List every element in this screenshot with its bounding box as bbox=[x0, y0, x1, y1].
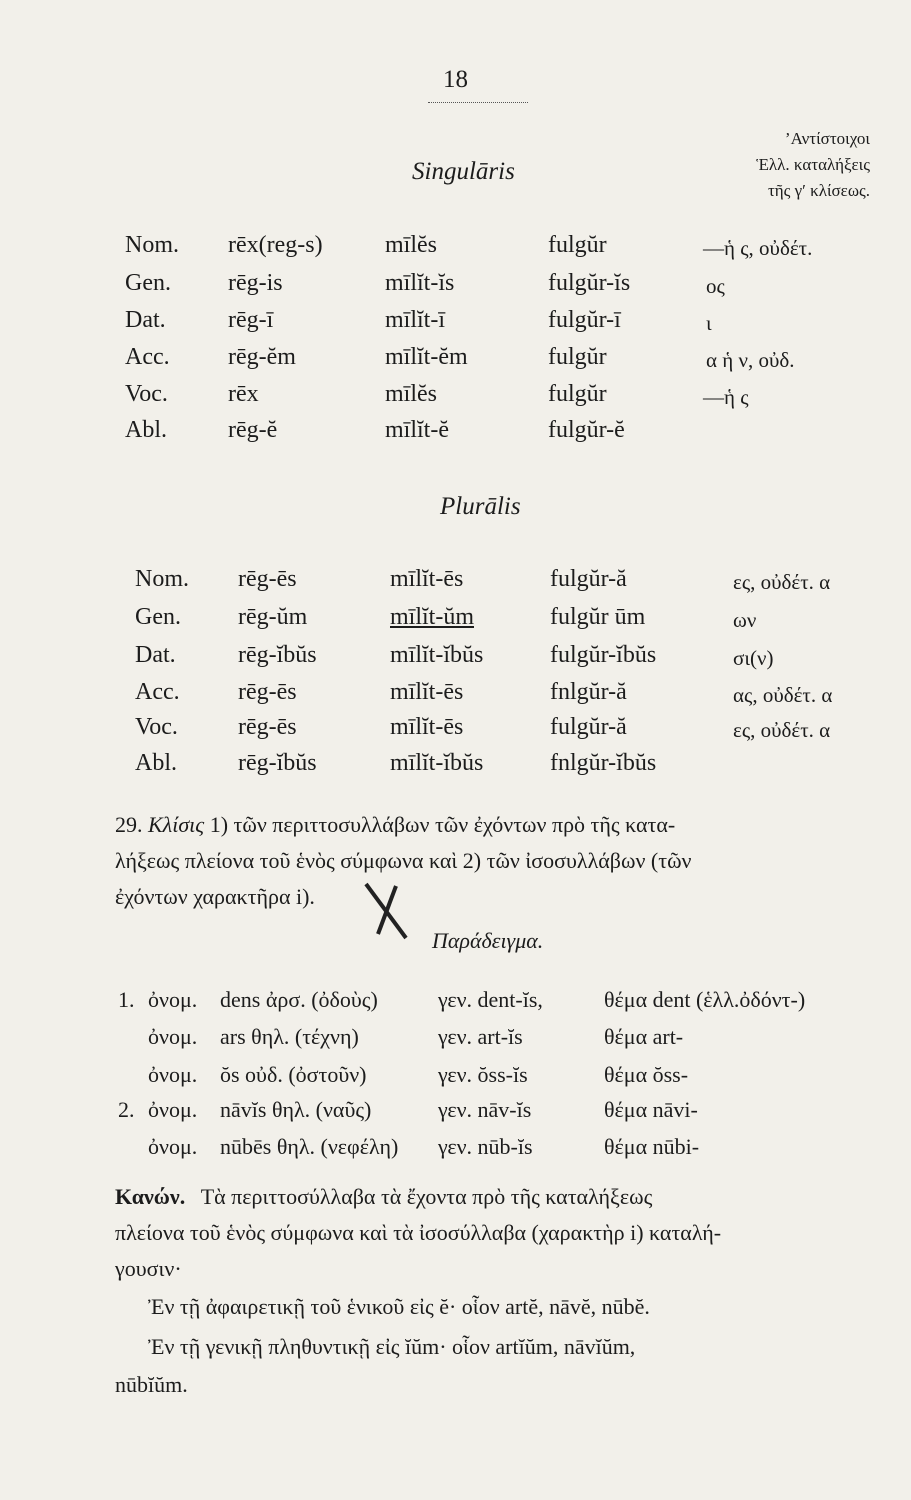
example-word: nāvĭs θηλ. (ναῦς) bbox=[220, 1097, 372, 1122]
fulgur-form: fulgŭr-ĕ bbox=[548, 417, 625, 443]
miles-form: mīlĭt-ēs bbox=[390, 566, 464, 592]
fulgur-form: fulgŭr bbox=[548, 344, 607, 370]
greek-ending: —ἡ ς, οὐδέτ. bbox=[703, 236, 813, 260]
fulgur-form: fulgŭr-ĭbŭs bbox=[550, 642, 657, 668]
fulgur-form: fulgŭr-ĭs bbox=[548, 270, 631, 296]
case-label: Gen. bbox=[135, 604, 181, 630]
example-stem: θέμα dent (ἑλλ.ὀδόντ-) bbox=[604, 987, 806, 1012]
example-word: nūbēs θηλ. (νεφέλη) bbox=[220, 1134, 399, 1159]
rex-form: rēg-ĭbŭs bbox=[238, 642, 317, 668]
page-number-rule bbox=[428, 102, 528, 103]
rule-line-3: γουσιν· bbox=[115, 1256, 182, 1281]
side-header-line-3: τῆς γ′ κλίσεως. bbox=[767, 181, 870, 200]
miles-form: mīlĕs bbox=[385, 232, 437, 258]
example-label: ὀνομ. bbox=[148, 1134, 198, 1159]
section-29-line-1-text: 1) τῶν περιττοσυλλάβων τῶν ἐχόντων πρὸ τῆς κατα- bbox=[209, 812, 676, 837]
case-label: Nom. bbox=[135, 566, 189, 592]
case-label: Dat. bbox=[125, 307, 166, 333]
singular-heading: Singulāris bbox=[412, 158, 515, 185]
greek-ending: ες, οὐδέτ. α bbox=[733, 718, 831, 742]
example-stem: θέμα nūbi- bbox=[604, 1134, 700, 1159]
example-stem: θέμα ŏss- bbox=[604, 1062, 689, 1087]
plural-heading: Plurālis bbox=[440, 493, 521, 520]
rex-form: rēx(reg-s) bbox=[228, 232, 323, 258]
side-header-line-1: ’Αντίστοιχοι bbox=[784, 129, 870, 148]
miles-form: mīlĭt-ŭm bbox=[390, 604, 474, 630]
section-29-line-2: λήξεως πλείονα τοῦ ἑνὸς σύμφωνα καὶ 2) τῶν ἰσοσυλλάβων (τῶν bbox=[115, 848, 692, 873]
fulgur-form: fulgŭr bbox=[548, 232, 607, 258]
section-number: 29. bbox=[115, 812, 143, 837]
rex-form: rēg-ĕm bbox=[228, 344, 296, 370]
example-genitive: γεν. nāv-ĭs bbox=[438, 1097, 532, 1122]
rex-form: rēg-ēs bbox=[238, 566, 297, 592]
case-label: Nom. bbox=[125, 232, 179, 258]
miles-form: mīlĭt-ēs bbox=[390, 679, 464, 705]
miles-form: mīlĭt-ī bbox=[385, 307, 445, 333]
rex-form: rēx bbox=[228, 381, 259, 407]
miles-form: mīlĭt-ĕ bbox=[385, 417, 449, 443]
example-genitive: γεν. ŏss-ĭs bbox=[438, 1062, 528, 1087]
rex-form: rēg-is bbox=[228, 270, 283, 296]
fulgur-form: fulgŭr-ă bbox=[550, 714, 627, 740]
example-title: Παράδειγμα. bbox=[432, 928, 544, 953]
fulgur-form: fnlgŭr-ĭbŭs bbox=[550, 750, 657, 776]
example-genitive: γεν. art-ĭs bbox=[438, 1024, 523, 1049]
case-label: Abl. bbox=[125, 417, 167, 443]
section-29-line-3: ἐχόντων χαρακτῆρα i). bbox=[115, 884, 315, 909]
greek-ending: —ἡ ς bbox=[703, 385, 749, 409]
rule-label: Κανών. bbox=[115, 1184, 186, 1209]
example-label: ὀνομ. bbox=[148, 1062, 198, 1087]
example-word: ars θηλ. (τέχνη) bbox=[220, 1024, 359, 1049]
example-stem: θέμα art- bbox=[604, 1024, 684, 1049]
example-word: dens ἀρσ. (ὀδοὺς) bbox=[220, 987, 378, 1012]
greek-ending: ες, οὐδέτ. α bbox=[733, 570, 831, 594]
rule-line-5: Ἐν τῇ γενικῇ πληθυντικῇ εἰς ĭŭm· οἷον artĭŭm, nāvĭŭm, bbox=[148, 1334, 636, 1359]
miles-form: mīlĭt-ēs bbox=[390, 714, 464, 740]
case-label: Voc. bbox=[125, 381, 168, 407]
example-number: 2. bbox=[118, 1097, 135, 1122]
rule-line-1-text: Τὰ περιττοσύλλαβα τὰ ἔχοντα πρὸ τῆς καταλήξεως bbox=[200, 1184, 653, 1209]
miles-form: mīlĭt-ĕm bbox=[385, 344, 468, 370]
rex-form: rēg-ēs bbox=[238, 714, 297, 740]
fulgur-form: fulgŭr bbox=[548, 381, 607, 407]
example-genitive: γεν. dent-ĭs, bbox=[438, 987, 543, 1012]
rule-line-6: nūbĭŭm. bbox=[115, 1372, 188, 1397]
greek-ending: ων bbox=[733, 608, 757, 632]
greek-ending: ας, οὐδέτ. α bbox=[733, 683, 833, 707]
example-genitive: γεν. nūb-ĭs bbox=[438, 1134, 533, 1159]
rule-line-4: Ἐν τῇ ἀφαιρετικῇ τοῦ ἑνικοῦ εἰς ĕ· οἷον artĕ, nāvĕ, nūbĕ. bbox=[148, 1294, 650, 1319]
rule-line-1 bbox=[115, 1184, 895, 1210]
case-label: Gen. bbox=[125, 270, 171, 296]
case-label: Voc. bbox=[135, 714, 178, 740]
example-label: ὀνομ. bbox=[148, 987, 198, 1012]
case-label: Abl. bbox=[135, 750, 177, 776]
page-number: 18 bbox=[443, 66, 468, 93]
section-29-line-1 bbox=[115, 812, 895, 838]
rex-form: rēg-ŭm bbox=[238, 604, 308, 630]
greek-ending: ι bbox=[706, 311, 712, 335]
greek-ending: σι(ν) bbox=[733, 646, 774, 670]
greek-ending: ος bbox=[706, 274, 725, 298]
miles-form: mīlĭt-ĭbŭs bbox=[390, 750, 484, 776]
case-label: Acc. bbox=[135, 679, 180, 705]
rule-line-2: πλείονα τοῦ ἑνὸς σύμφωνα καὶ τὰ ἰσοσύλλαβα (χαρακτὴρ i) καταλή- bbox=[115, 1220, 722, 1245]
rex-form: rēg-ēs bbox=[238, 679, 297, 705]
fulgur-form: fnlgŭr-ă bbox=[550, 679, 627, 705]
example-label: ὀνομ. bbox=[148, 1024, 198, 1049]
rex-form: rēg-ĭbŭs bbox=[238, 750, 317, 776]
handwritten-x-mark bbox=[352, 876, 424, 948]
example-number: 1. bbox=[118, 987, 135, 1012]
rex-form: rēg-ĕ bbox=[228, 417, 278, 443]
case-label: Dat. bbox=[135, 642, 176, 668]
case-label: Acc. bbox=[125, 344, 170, 370]
rex-form: rēg-ī bbox=[228, 307, 274, 333]
example-word: ŏs οὐδ. (ὀστοῦν) bbox=[220, 1062, 367, 1087]
miles-form: mīlĭt-ĭbŭs bbox=[390, 642, 484, 668]
fulgur-form: fulgŭr ūm bbox=[550, 604, 646, 630]
side-header-line-2: Ἑλλ. καταλήξεις bbox=[756, 155, 870, 174]
miles-form: mīlĭt-ĭs bbox=[385, 270, 455, 296]
fulgur-form: fulgŭr-ī bbox=[548, 307, 621, 333]
example-label: ὀνομ. bbox=[148, 1097, 198, 1122]
fulgur-form: fulgŭr-ă bbox=[550, 566, 627, 592]
section-title: Κλίσις bbox=[148, 812, 205, 837]
greek-ending: α ἡ ν, οὐδ. bbox=[706, 348, 795, 372]
example-stem: θέμα nāvi- bbox=[604, 1097, 698, 1122]
miles-form: mīlĕs bbox=[385, 381, 437, 407]
